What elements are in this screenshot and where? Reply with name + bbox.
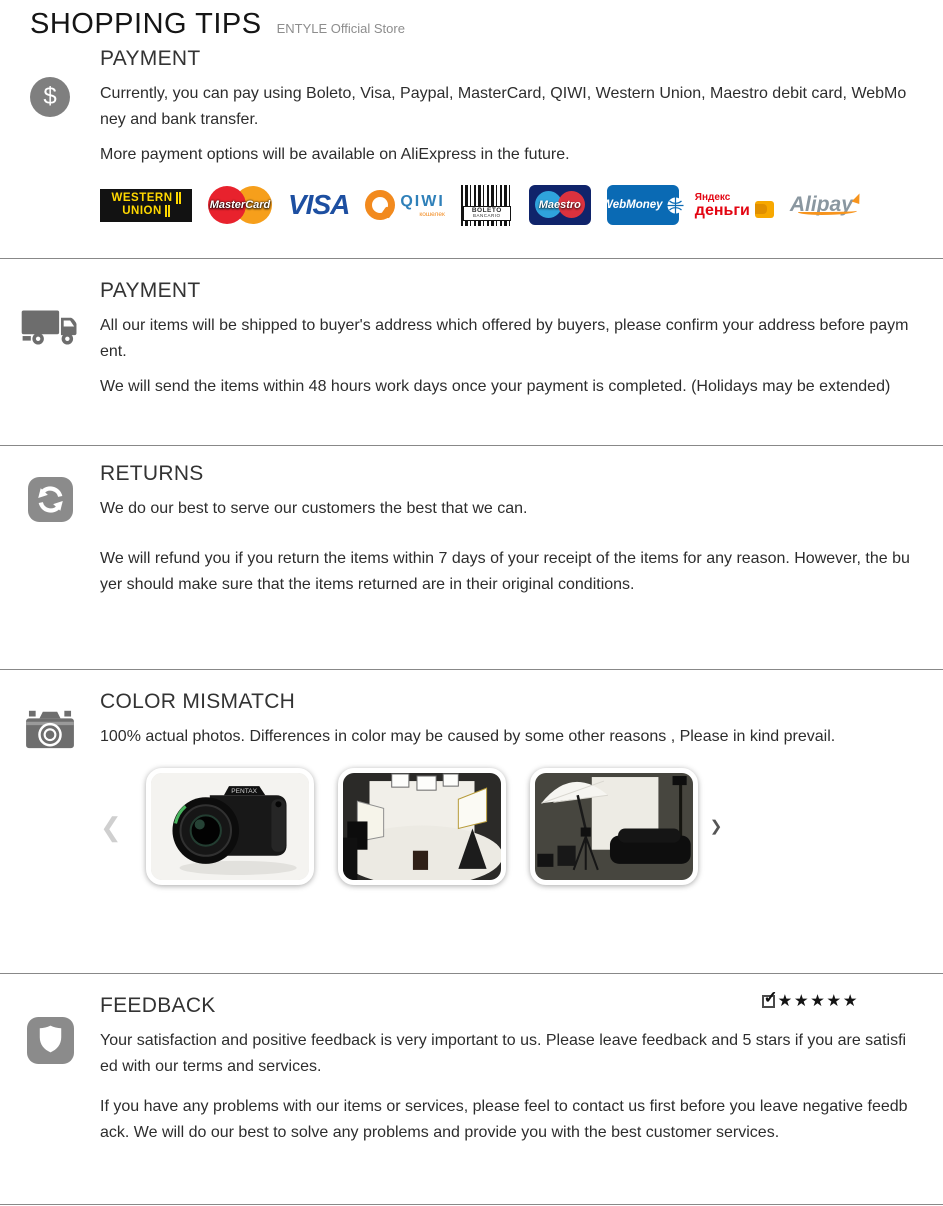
svg-text:PENTAX: PENTAX [231,788,257,796]
dollar-icon: $ [30,77,70,117]
returns-paragraph: We do our best to serve our customers the best that we can. [100,500,528,517]
webmoney-logo: WebMoney [607,185,679,225]
color-mismatch-paragraph: 100% actual photos. Differences in color may be caused by some other reasons , Please in kind prevail. [100,728,836,745]
feedback-paragraph: If you have any problems with our items or services, please feel to contact us first before you leave negative feedback. We will do our best to solve any problems and provide you with the best customer services. [100,1098,908,1141]
section-returns [0,446,943,669]
qiwi-logo: QIWI кошелек [365,190,444,220]
photo-carousel [100,768,913,885]
shipping-heading: PAYMENT [100,279,201,302]
five-stars-icon: ★★★★★ [777,992,859,1010]
section-color-mismatch [0,670,943,973]
section-divider [0,1204,943,1205]
carousel-prev-icon[interactable]: ❮ [100,811,122,842]
alipay-spark-icon [852,192,863,204]
page-header [0,0,943,41]
alipay-logo: Alipay [790,193,853,217]
section-payment [0,0,943,258]
webmoney-globe-icon [667,197,684,214]
boleto-logo: BOLETO BANCARIO [461,185,513,226]
refresh-icon [28,477,73,522]
dslr-camera-photo[interactable] [146,768,314,885]
mastercard-logo: MasterCard [208,185,272,225]
checked-checkbox-icon [762,987,778,1008]
wu-bars-icon [165,205,170,217]
section-feedback [0,974,943,1204]
camera-icon [25,706,75,750]
maestro-logo: Maestro [529,185,591,225]
western-union-logo: WESTERN UNION [100,189,192,222]
returns-paragraph: We will refund you if you return the items within 7 days of your receipt of the items for any reason. However, the buyer should make sure that the items returned are in their original conditions. [100,550,910,593]
payment-paragraph: More payment options will be available on AliExpress in the future. [100,146,570,163]
carousel-next-icon[interactable]: ❯ [709,818,723,835]
qiwi-q-icon [365,190,395,220]
yandex-money-logo: Яндекс деньги [695,192,774,218]
section-shipping [0,259,943,445]
color-mismatch-heading: COLOR MISMATCH [100,690,296,713]
visa-logo: VISA [288,189,350,220]
payment-methods-row [100,184,913,226]
payment-paragraph: Currently, you can pay using Boleto, Visa, Paypal, MasterCard, QIWI, Western Union, Maestro debit card, WebMoney and bank transfer. [100,85,907,128]
rating-graphic [762,987,859,1011]
shipping-paragraph: We will send the items within 48 hours work days once your payment is completed. (Holidays may be extended) [100,378,891,395]
wu-bars-icon [176,192,181,204]
yandex-wallet-icon [755,201,774,218]
checkmark-icon: ✓ [763,987,778,1007]
photo-studio-lights-photo[interactable] [338,768,506,885]
feedback-paragraph: Your satisfaction and positive feedback is very important to us. Please leave feedback and 5 stars if you are satisfied with our terms and services. [100,1032,907,1075]
store-name[interactable]: ENTYLE Official Store [276,21,405,36]
studio-umbrella-setup-photo[interactable] [530,768,698,885]
shipping-paragraph: All our items will be shipped to buyer's address which offered by buyers, please confirm your address before payment. [100,317,909,360]
truck-icon [20,305,80,347]
feedback-heading: FEEDBACK [100,994,216,1017]
page-title: SHOPPING TIPS [30,8,262,40]
payment-heading: PAYMENT [100,47,201,70]
shield-icon [27,1017,74,1064]
returns-heading: RETURNS [100,462,204,485]
